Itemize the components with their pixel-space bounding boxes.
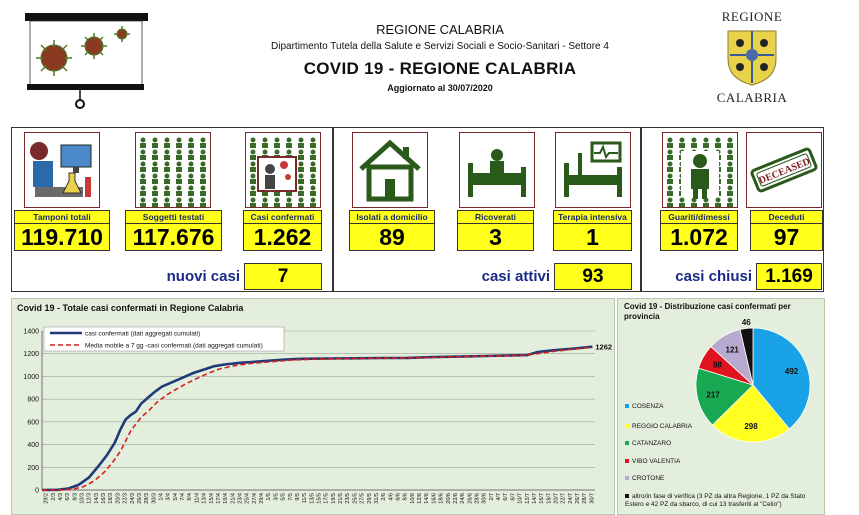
- x-tick-label: 25/5: [352, 493, 359, 504]
- tile-value-ricoverati: 3: [457, 223, 534, 251]
- summary-value-casi-attivi: 93: [554, 263, 632, 290]
- cumulative-cases-chart: [11, 298, 615, 515]
- region-emblem-icon: [724, 27, 780, 87]
- x-tick-label: 30/7: [589, 493, 596, 504]
- pie-legend-item: [625, 423, 735, 431]
- pie-legend-item: [625, 458, 735, 466]
- tile-label-tamponi: Tamponi totali: [14, 210, 110, 224]
- x-tick-label: 28/6: [474, 493, 481, 504]
- x-tick-label: 29/5: [366, 493, 373, 504]
- tile-label-soggetti: Soggetti testati: [125, 210, 222, 224]
- x-tick-label: 22/6: [452, 493, 459, 504]
- y-tick-label: 1400: [23, 328, 39, 336]
- chart-title: Covid 19 - Totale casi confermati in Regione Calabria: [17, 303, 244, 313]
- x-tick-label: 4/7: [496, 493, 503, 501]
- x-tick-label: 16/6: [431, 493, 438, 504]
- summary-label-casi-attivi: casi attivi: [481, 268, 550, 285]
- tile-value-deceduti: 97: [750, 223, 823, 251]
- tile-label-casi-confermati: Casi confermati: [243, 210, 322, 224]
- tile-value-guariti: 1.072: [660, 223, 738, 251]
- x-tick-label: 1/5: [266, 493, 273, 501]
- x-tick-label: 7/5: [287, 493, 294, 501]
- x-tick-label: 29/2: [43, 493, 50, 504]
- x-tick-label: 19/4: [223, 493, 230, 504]
- x-tick-label: 6/7: [503, 493, 510, 501]
- x-tick-label: 6/6: [395, 493, 402, 501]
- legend-label: CATANZARO: [632, 440, 672, 447]
- x-tick-label: 12/7: [524, 493, 531, 504]
- pie-slice-label: 88: [712, 360, 722, 370]
- y-tick-label: 400: [27, 442, 39, 450]
- x-tick-label: 22/7: [560, 493, 567, 504]
- x-tick-label: 30/3: [151, 493, 158, 504]
- x-tick-label: 31/5: [373, 493, 380, 504]
- tile-label-isolati: Isolati a domicilio: [349, 210, 435, 224]
- x-tick-label: 3/5: [273, 493, 280, 501]
- pie-slice-label: 121: [725, 345, 739, 355]
- legend-label: VIBO VALENTIA: [632, 458, 681, 465]
- x-tick-label: 2/3: [50, 493, 57, 501]
- tile-value-isolati: 89: [349, 223, 435, 251]
- header-title: REGIONE CALABRIA: [376, 22, 504, 37]
- x-tick-label: 27/5: [359, 493, 366, 504]
- icu-bed-icon: [555, 132, 631, 208]
- house-icon: [352, 132, 428, 208]
- legend-swatch: [625, 424, 629, 428]
- x-tick-label: 24/3: [129, 493, 136, 504]
- x-tick-label: 27/4: [251, 493, 258, 504]
- x-tick-label: 18/3: [108, 493, 115, 504]
- tile-value-terapia-intensiva: 1: [553, 223, 632, 251]
- legend-label: COSENZA: [632, 403, 664, 410]
- page-title: COVID 19 - REGIONE CALABRIA: [303, 59, 577, 78]
- summary-label-nuovi-casi: nuovi casi: [166, 268, 240, 285]
- x-tick-label: 21/4: [230, 493, 237, 504]
- x-tick-label: 20/7: [553, 493, 560, 504]
- series-confirmed-line: [42, 347, 592, 490]
- summary-value-casi-chiusi: 1.169: [756, 263, 822, 290]
- x-tick-label: 10/3: [79, 493, 86, 504]
- legend-swatch: [625, 494, 629, 498]
- x-tick-label: 19/5: [330, 493, 337, 504]
- x-tick-label: 26/6: [467, 493, 474, 504]
- x-tick-label: 13/5: [309, 493, 316, 504]
- pie-legend-item: [625, 403, 735, 411]
- people-grid-icon: [135, 132, 211, 208]
- x-tick-label: 10/7: [517, 493, 524, 504]
- pie-legend-item: [625, 440, 735, 448]
- legend-swatch: [625, 459, 629, 463]
- x-tick-label: 17/5: [323, 493, 330, 504]
- x-tick-label: 15/5: [316, 493, 323, 504]
- x-tick-label: 7/4: [180, 493, 187, 501]
- pie-slice-label: 298: [744, 422, 758, 431]
- y-tick-label: 600: [27, 419, 39, 427]
- update-date: Aggiornato al 30/07/2020: [387, 83, 493, 93]
- x-tick-label: 4/6: [388, 493, 395, 501]
- pie-legend-item: [625, 493, 821, 509]
- y-tick-label: 200: [27, 464, 39, 472]
- x-tick-label: 16/3: [101, 493, 108, 504]
- x-tick-label: 20/6: [445, 493, 452, 504]
- x-tick-label: 18/7: [546, 493, 553, 504]
- legend-swatch: [625, 404, 629, 408]
- deceased-stamp-icon: [746, 132, 822, 208]
- hospital-bed-icon: [459, 132, 535, 208]
- chart-legend: [44, 327, 284, 351]
- tile-label-ricoverati: Ricoverati: [457, 210, 534, 224]
- x-tick-label: 20/3: [115, 493, 122, 504]
- tile-label-terapia-intensiva: Terapia intensiva: [553, 210, 632, 224]
- x-tick-label: 12/6: [417, 493, 424, 504]
- header-department: Dipartimento Tutela della Salute e Servizi Sociali e Socio-Sanitari - Settore 4: [271, 41, 609, 52]
- x-tick-label: 14/6: [424, 493, 431, 504]
- x-tick-label: 2/6: [381, 493, 388, 501]
- x-tick-label: 22/3: [122, 493, 129, 504]
- x-tick-label: 5/4: [172, 493, 179, 501]
- pie-slice-label: 217: [706, 390, 720, 400]
- end-value-label: 1262: [595, 342, 613, 352]
- tile-label-guariti: Guariti/dimessi: [660, 210, 738, 224]
- x-tick-label: 14/3: [93, 493, 100, 504]
- pie-slice-label: 46: [741, 318, 751, 327]
- legend-label: REGGIO CALABRIA: [632, 423, 692, 430]
- x-tick-label: 4/3: [57, 493, 64, 501]
- legend-swatch: [625, 441, 629, 445]
- tile-label-deceduti: Deceduti: [750, 210, 823, 224]
- x-tick-label: 8/7: [510, 493, 517, 501]
- summary-value-nuovi-casi: 7: [244, 263, 322, 290]
- x-tick-label: 24/6: [460, 493, 467, 504]
- x-tick-label: 24/7: [567, 493, 574, 504]
- x-tick-label: 25/4: [244, 493, 251, 504]
- x-tick-label: 3/4: [165, 493, 172, 501]
- x-tick-label: 8/6: [402, 493, 409, 501]
- legend-label: CROTONE: [632, 475, 665, 482]
- legend-label: altro/in fase di verifica (3 PZ da altra Regione, 1 PZ da Stato Estero e 42 PZ da sbarco, di cui 13 trasferiti al "Celio"): [625, 493, 806, 508]
- summary-label-casi-chiusi: casi chiusi: [675, 268, 752, 285]
- x-tick-label: 23/5: [345, 493, 352, 504]
- legend-swatch: [625, 476, 629, 480]
- logo-top-text: REGIONE: [721, 9, 783, 24]
- x-tick-label: 18/6: [438, 493, 445, 504]
- province-pie-chart: [617, 298, 825, 515]
- x-tick-label: 26/7: [575, 493, 582, 504]
- x-tick-label: 26/3: [136, 493, 143, 504]
- virus-illustration: [24, 10, 150, 112]
- pie-slice-label: 492: [784, 367, 799, 377]
- x-tick-label: 11/5: [302, 493, 309, 504]
- y-tick-label: 800: [27, 396, 39, 404]
- x-tick-label: 30/6: [481, 493, 488, 504]
- x-tick-label: 14/7: [531, 493, 538, 504]
- x-tick-label: 12/3: [86, 493, 93, 504]
- x-tick-label: 15/4: [208, 493, 215, 504]
- logo-bottom-text: CALABRIA: [716, 90, 788, 105]
- x-tick-label: 10/6: [409, 493, 416, 504]
- tile-value-tamponi: 119.710: [14, 223, 110, 251]
- tile-value-casi-confermati: 1.262: [243, 223, 322, 251]
- x-tick-label: 29/4: [259, 493, 266, 504]
- x-tick-label: 8/3: [72, 493, 79, 501]
- x-tick-label: 21/5: [338, 493, 345, 504]
- x-tick-label: 28/7: [582, 493, 589, 504]
- x-tick-label: 28/3: [144, 493, 151, 504]
- y-tick-label: 1200: [23, 351, 39, 359]
- confirmed-cases-icon: [245, 132, 321, 208]
- y-tick-label: 0: [35, 487, 39, 495]
- x-tick-label: 23/4: [237, 493, 244, 504]
- y-tick-label: 1000: [23, 373, 39, 381]
- lab-test-icon: [24, 132, 100, 208]
- recovered-person-icon: [662, 132, 738, 208]
- x-tick-label: 16/7: [539, 493, 546, 504]
- line-chart-svg: [12, 299, 614, 514]
- x-tick-label: 17/4: [215, 493, 222, 504]
- legend-label-moving-average: Media mobile a 7 gg -casi confermati (dati aggregati cumulati): [85, 342, 263, 350]
- x-tick-label: 5/5: [280, 493, 287, 501]
- pie-legend-item: [625, 475, 735, 483]
- x-tick-label: 6/3: [65, 493, 72, 501]
- x-tick-label: 11/4: [194, 493, 201, 504]
- x-tick-label: 13/4: [201, 493, 208, 504]
- x-tick-label: 9/5: [294, 493, 301, 501]
- x-tick-label: 2/7: [488, 493, 495, 501]
- legend-label-confirmed: casi confermati (dati aggregati cumulati): [85, 330, 201, 338]
- x-tick-label: 1/4: [158, 493, 165, 501]
- tile-value-soggetti: 117.676: [125, 223, 222, 251]
- pie-title-text: Covid 19 - Distribuzione casi confermati per provincia: [624, 302, 791, 321]
- x-tick-label: 9/4: [187, 493, 194, 501]
- deceased-stamp-text: DECEASED: [757, 156, 812, 187]
